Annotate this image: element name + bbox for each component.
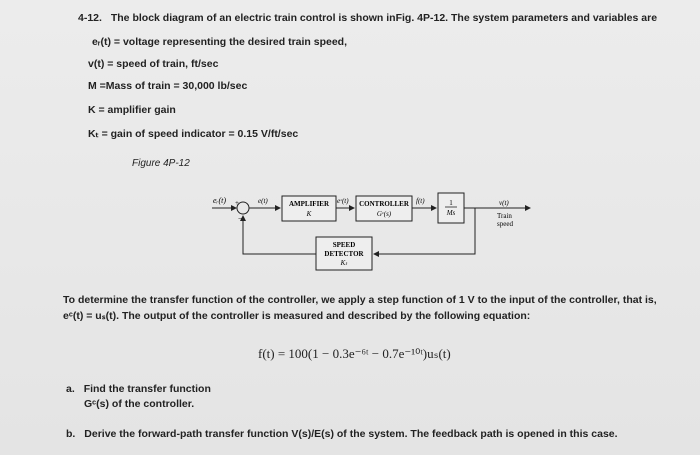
- question-b-label: b.: [66, 428, 76, 440]
- detector-title-2: DETECTOR: [324, 250, 364, 258]
- error-label: e(t): [258, 197, 268, 205]
- plus-sign: +: [235, 199, 239, 207]
- plant-numerator: 1: [449, 199, 453, 207]
- amplifier-gain: K: [306, 210, 312, 218]
- plant-block: [438, 193, 464, 223]
- minus-sign: −: [238, 214, 243, 223]
- figure-caption: Figure 4P-12: [132, 158, 190, 169]
- detector-gain: Kₜ: [340, 259, 348, 267]
- detector-title-1: SPEED: [332, 241, 356, 249]
- output-label: v(t): [499, 199, 509, 207]
- question-a: [66, 383, 211, 395]
- problem-number: 4-12.: [78, 12, 102, 24]
- plant-denominator: Ms: [446, 209, 456, 217]
- controller-tf: Gᶜ(s): [376, 210, 392, 218]
- param-k: K = amplifier gain: [88, 104, 176, 116]
- controller-output-equation: f(t) = 100(1 − 0.3e⁻⁶ᵗ − 0.7e⁻¹⁰ᵗ)uₛ(t): [258, 346, 451, 361]
- param-m: M =Mass of train = 30,000 lb/sec: [88, 80, 248, 92]
- paragraph-line-1: To determine the transfer function of the controller, we apply a step function of 1 V to the input of the controller, that is,: [63, 294, 657, 306]
- param-er: eᵣ(t) = voltage representing the desired train speed,: [92, 36, 348, 48]
- output-desc-train: Train: [497, 212, 512, 220]
- controller-title: CONTROLLER: [359, 200, 409, 208]
- param-kt: Kₜ = gain of speed indicator = 0.15 V/ft/sec: [88, 128, 299, 140]
- amplifier-title: AMPLIFIER: [288, 200, 330, 208]
- paragraph-line-2: eᶜ(t) = uₛ(t). The output of the controller is measured and described by the following equation:: [63, 310, 531, 322]
- problem-statement: The block diagram of an electric train control is shown inFig. 4P-12. The system parameters and variables are: [110, 12, 658, 24]
- feedback-path-left: [243, 216, 316, 254]
- force-label: f(t): [416, 197, 425, 205]
- ec-label: eᶜ(t): [337, 197, 349, 205]
- output-desc-speed: speed: [497, 220, 513, 228]
- param-v: v(t) = speed of train, ft/sec: [88, 58, 219, 70]
- input-label: eᵣ(t): [213, 196, 227, 205]
- question-a-text-2: Gᶜ(s) of the controller.: [84, 398, 195, 410]
- question-a-label: a.: [66, 383, 75, 395]
- question-b: [66, 428, 618, 440]
- question-a-text-1: Find the transfer function: [83, 383, 211, 395]
- intro-paragraph: [63, 292, 663, 324]
- question-b-text: Derive the forward-path transfer function V(s)/E(s) of the system. The feedback path is opened in this case.: [84, 428, 618, 440]
